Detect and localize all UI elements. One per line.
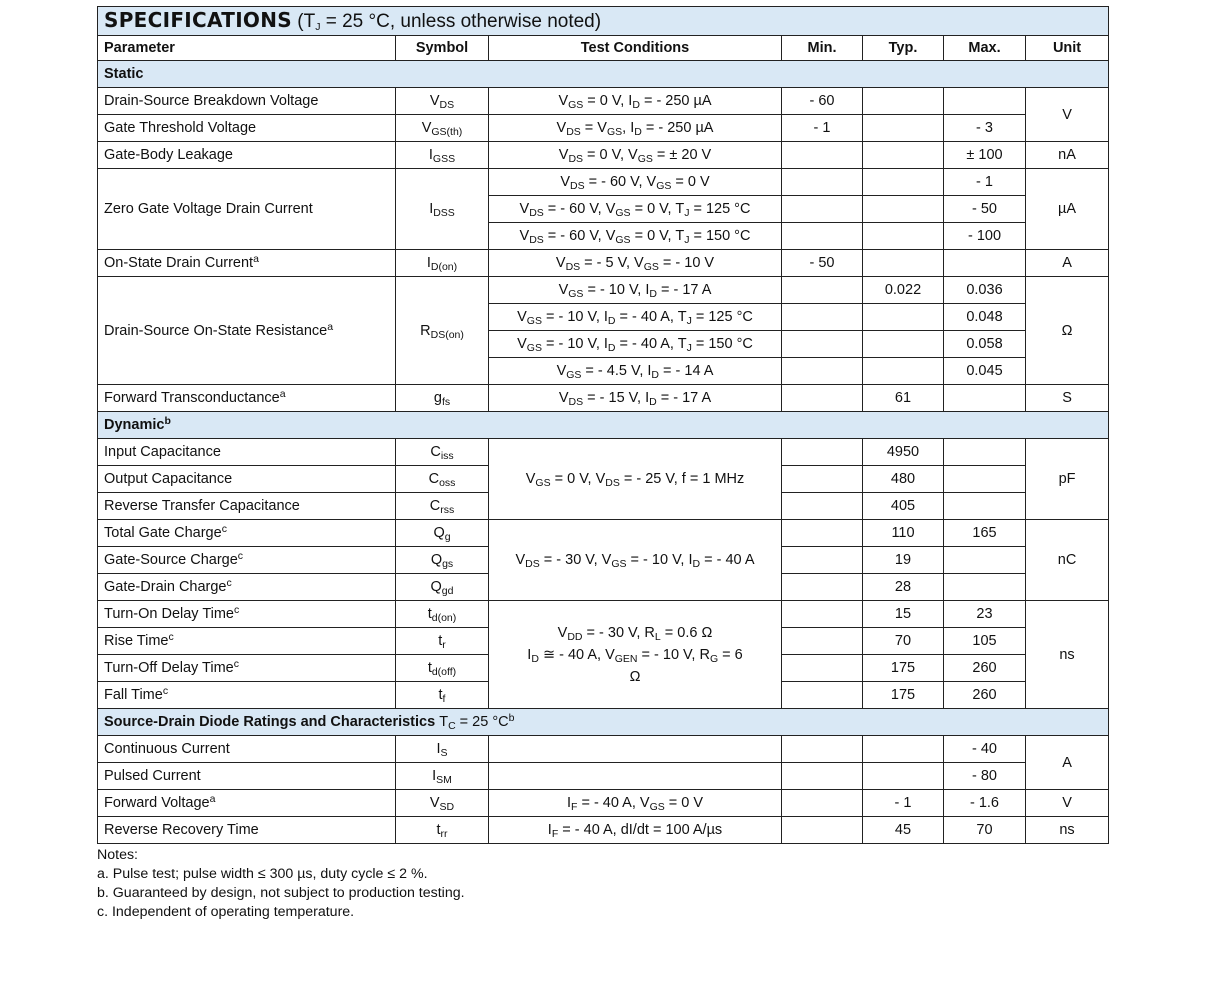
note-a: a. Pulse test; pulse width ≤ 300 µs, duty cycle ≤ 2 %. (97, 866, 428, 882)
col-parameter: Parameter (98, 36, 396, 61)
col-symbol: Symbol (396, 36, 489, 61)
notes-block (97, 846, 465, 922)
table-row: Rise Time$^c$ $t_r$ 70 105 (98, 628, 1109, 655)
table-row: Gate-Source Charge$^c$ $Q_{gs}$ 19 (98, 547, 1109, 574)
table-row: Turn-On Delay Time$^c$ $t_{d(on)}$ $V_{DD}$ = - 30 V, $R_L = 0.6$ Ω $I_D$ ≅ - 40 A, $V_{GEN}$ = - 10 V, $R_G = 6$ Ω 15 23 ns (98, 601, 1109, 628)
spec-table-wrapper (97, 6, 1108, 844)
specifications-table (97, 6, 1109, 844)
table-row: Forward Transconductance$^a$ $g_{fs}$ $V_{DS}$ = - 15 V, $I_D$ = - 17 A 61 S (98, 385, 1109, 412)
table-row: $V_{DS}$ = - 60 V, $V_{GS} = 0$ V, $T_J = 150$ °C - 100 (98, 223, 1109, 250)
col-unit: Unit (1026, 36, 1109, 61)
table-row: On-State Drain Current$^a$ $I_{D(on)}$ $V_{DS}$ = - 5 V, $V_{GS}$ = - 10 V - 50 A (98, 250, 1109, 277)
section-source-drain: Source-Drain Diode Ratings and Characteristics $T_C = 25$ $^\circ C^b$ (98, 709, 1109, 736)
table-row: Gate-Drain Charge$^c$ $Q_{gd}$ 28 (98, 574, 1109, 601)
table-row: Reverse Transfer Capacitance $C_{rss}$ 405 (98, 493, 1109, 520)
section-static: Static (98, 61, 1109, 88)
col-test-conditions: Test Conditions (489, 36, 782, 61)
table-row: Forward Voltage$^a$ $V_{SD}$ $I_F$ = - 40 A, $V_{GS} = 0$ V - 1 - 1.6 V (98, 790, 1109, 817)
table-title-row (98, 7, 1109, 36)
table-row: Pulsed Current $I_{SM}$ - 80 (98, 763, 1109, 790)
table-row: $V_{DS}$ = - 60 V, $V_{GS} = 0$ V, $T_J = 125$ °C - 50 (98, 196, 1109, 223)
table-title: SPECIFICATIONS ($T_J = 25$ °C, unless otherwise noted) (98, 7, 1109, 36)
note-c: c. Independent of operating temperature. (97, 904, 355, 920)
table-row: $V_{GS}$ = - 10 V, $I_D$ = - 40 A, $T_J = 150$ °C 0.058 (98, 331, 1109, 358)
col-max: Max. (944, 36, 1026, 61)
table-row: Reverse Recovery Time $t_{rr}$ $I_F$ = - 40 A, dI/dt = 100 A/µs 45 70 ns (98, 817, 1109, 844)
notes-heading: Notes: (97, 847, 139, 863)
table-row: $V_{GS}$ = - 4.5 V, $I_D$ = - 14 A 0.045 (98, 358, 1109, 385)
table-row: Fall Time$^c$ $t_f$ 175 260 (98, 682, 1109, 709)
table-row: $V_{GS}$ = - 10 V, $I_D$ = - 40 A, $T_J = 125$ °C 0.048 (98, 304, 1109, 331)
table-row: Gate-Body Leakage $I_{GSS}$ $V_{DS} = 0$ V, $V_{GS}$ = ± 20 V ± 100 nA (98, 142, 1109, 169)
col-min: Min. (782, 36, 863, 61)
table-row: Gate Threshold Voltage $V_{GS(th)}$ $V_{DS} = V_{GS}$, $I_D$ = - 250 µA - 1 - 3 (98, 115, 1109, 142)
section-dynamic: Dynamic$^b$ (98, 412, 1109, 439)
note-b: b. Guaranteed by design, not subject to production testing. (97, 885, 465, 901)
table-row: Drain-Source Breakdown Voltage $V_{DS}$ $V_{GS} = 0$ V, $I_D$ = - 250 µA - 60 V (98, 88, 1109, 115)
table-row: Input Capacitance $C_{iss}$ $V_{GS} = 0$ V, $V_{DS}$ = - 25 V, f = 1 MHz 4950 pF (98, 439, 1109, 466)
table-row: Output Capacitance $C_{oss}$ 480 (98, 466, 1109, 493)
table-row: Drain-Source On-State Resistance$^a$ $R_{DS(on)}$ $V_{GS}$ = - 10 V, $I_D$ = - 17 A 0.022 0.036 Ω (98, 277, 1109, 304)
table-row: Turn-Off Delay Time$^c$ $t_{d(off)}$ 175 260 (98, 655, 1109, 682)
table-row: Zero Gate Voltage Drain Current $I_{DSS}$ $V_{DS}$ = - 60 V, $V_{GS} = 0$ V - 1 µA (98, 169, 1109, 196)
table-row: Total Gate Charge$^c$ $Q_g$ $V_{DS}$ = - 30 V, $V_{GS}$ = - 10 V, $I_D$ = - 40 A 110 165 nC (98, 520, 1109, 547)
table-row: Continuous Current $I_S$ - 40 A (98, 736, 1109, 763)
title-main: SPECIFICATIONS (104, 8, 292, 32)
header-row (98, 36, 1109, 61)
col-typ: Typ. (863, 36, 944, 61)
